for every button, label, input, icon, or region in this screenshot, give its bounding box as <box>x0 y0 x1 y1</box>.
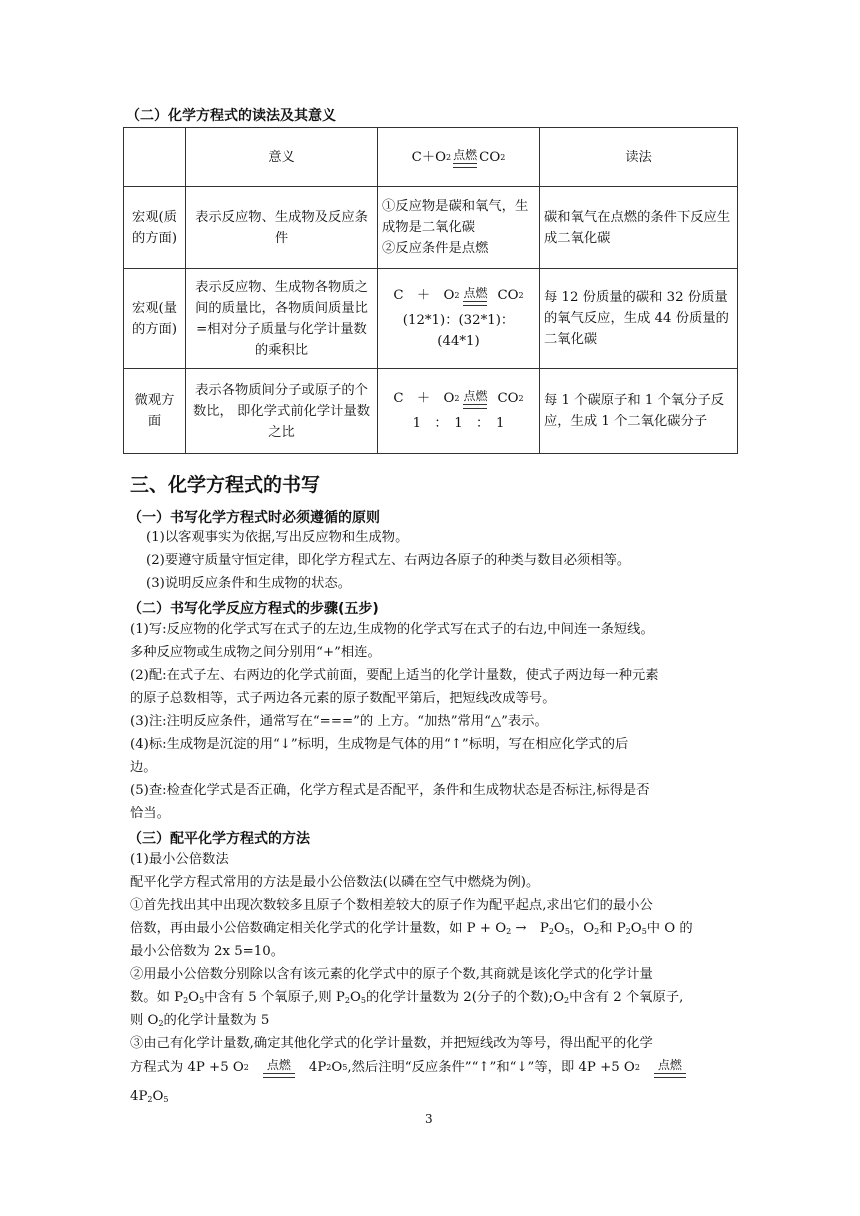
header-cell-meaning: 意义 <box>186 128 378 187</box>
reading-cell: 碳和氧气在点燃的条件下反应生成二氧化碳 <box>540 187 738 269</box>
paragraph-line: 配平化学方程式常用的方法是最小公倍数法(以磷在空气中燃烧为例)。 <box>130 875 540 890</box>
reaction-condition: 点燃 <box>263 1059 295 1078</box>
step-line: 多种反应物或生成物之间分别用“+”相连。 <box>130 645 381 660</box>
eq-right-sub: 2 <box>518 394 524 403</box>
paragraph-line: 倍数，再由最小公倍数确定相关化学式的化学计量数，如 $P + O_2$ → $P_2O_5$，$O_2$和 $P_2O_5$中 O 的 <box>130 921 693 936</box>
balanced-equation-line: 方程式为 4P +5 O 2 点燃 4P 2 O 5 ,然后注明“反应条件”“↑”和“↓”等，即 4P +5 O 2 点燃 <box>130 1058 686 1078</box>
paragraph-line: 数。如 $P_2O_5$中含有 5 个氧原子,则 $P_2O_5$的化学计量数为 2(分子的个数)$;O_2$中含有 2 个氧原子, <box>130 990 684 1005</box>
table-row <box>124 187 738 269</box>
example-line-1: ①反应物是碳和氧气，生成物是二氧化碳 <box>382 199 529 235</box>
equation-cell <box>378 269 540 369</box>
paragraph-line: $4P_2O_5$ <box>130 1089 169 1104</box>
eq-left: C ＋ O <box>393 391 455 406</box>
paragraph-line: ②用最小公倍数分别除以含有该元素的化学式中的原子个数,其商就是该化学式的化学计量 <box>130 967 653 982</box>
reaction-condition: 点燃 <box>463 390 487 409</box>
reading-cell: 每 1 个碳原子和 1 个氧分子反应，生成 1 个二氧化碳分子 <box>540 369 738 454</box>
table-row <box>124 269 738 369</box>
header-cell-empty <box>124 128 186 187</box>
step-line: (2)配:在式子左、右两边的化学式前面，要配上适当的化学计量数，使式子两边每一种元素 <box>130 668 659 683</box>
reaction-condition: 点燃 <box>463 287 487 306</box>
step-line: 恰当。 <box>130 806 170 821</box>
header-cell-reading: 读法 <box>540 128 738 187</box>
method-title: (1)最小公倍数法 <box>130 852 229 867</box>
equation-cell <box>378 369 540 454</box>
reaction-condition: 点燃 <box>453 149 477 168</box>
reading-cell: 每 12 份质量的碳和 32 份质量的氧气反应，生成 44 份质量的二氧化碳 <box>540 269 738 369</box>
eq-sub: 2 <box>454 291 460 300</box>
table-row <box>124 369 738 454</box>
header-cell-equation <box>378 128 540 187</box>
example-line-2: ②反应条件是点燃 <box>382 241 489 256</box>
eq-sub: 2 <box>454 394 460 403</box>
aspect-cell: 微观方面 <box>124 369 186 454</box>
step-line: (4)标:生成物是沉淀的用“↓”标明，生成物是气体的用“↑”标明，写在相应化学式的后 <box>130 737 629 752</box>
aspect-cell: 宏观(质的方面) <box>124 187 186 269</box>
example-cell <box>378 187 540 269</box>
meaning-cell: 表示反应物、生成物及反应条件 <box>186 187 378 269</box>
step-line: 边。 <box>130 760 157 775</box>
equation-meaning-table <box>123 127 738 454</box>
paragraph-line: ③由己有化学计量数,确定其他化学式的化学计量数，并把短线改为等号，得出配平的化学 <box>130 1036 653 1051</box>
principle-item: (2)要遵守质量守恒定律，即化学方程式左、右两边各原子的种类与数目必须相等。 <box>146 553 631 568</box>
aspect-cell: 宏观(量的方面) <box>124 269 186 369</box>
eq-right: CO <box>497 288 519 303</box>
subsection-heading-steps: （二）书写化学反应方程式的步骤(五步) <box>128 601 379 617</box>
step-line: (1)写:反应物的化学式写在式子的左边,生成物的化学式写在式子的右边,中间连一条短线。 <box>130 622 654 637</box>
paragraph-line: 最小公倍数为 2x 5=10。 <box>130 944 285 959</box>
reaction-condition: 点燃 <box>654 1059 686 1078</box>
mass-ratio: (12*1)：(32*1)：(44*1) <box>402 313 515 349</box>
subsection-heading-balancing: （三）配平化学方程式的方法 <box>128 831 310 847</box>
subsection-heading-principles: （一）书写化学方程式时必须遵循的原则 <box>128 510 380 526</box>
page-number: 3 <box>425 1112 433 1126</box>
step-line: 的原子总数相等，式子两边各元素的原子数配平第后，把短线改成等号。 <box>130 691 556 706</box>
eq-right-sub: 2 <box>500 152 506 162</box>
eq-sub: 2 <box>446 152 452 162</box>
paragraph-line: 则 $O_2$的化学计量数为 5 <box>130 1013 270 1028</box>
paragraph-line: ①首先找出其中出现次数较多且原子个数相差较大的原子作为配平起点,求出它们的最小公 <box>130 898 653 913</box>
eq-right: CO <box>479 149 501 165</box>
count-ratio: 1 ： 1 ： 1 <box>412 416 505 431</box>
step-line: (3)注:注明反应条件，通常写在“===”的 上方。“加热”常用“△”表示。 <box>130 714 548 729</box>
eq-left: C＋O <box>411 149 447 165</box>
section-heading-reading-meaning: （二）化学方程式的读法及其意义 <box>126 108 336 124</box>
eq-right: CO <box>497 391 519 406</box>
principle-item: (3)说明反应条件和生成物的状态。 <box>146 576 351 591</box>
meaning-cell: 表示反应物、生成物各物质之间的质量比，各物质间质量比=相对分子质量与化学计量数的乘积比 <box>186 269 378 369</box>
step-line: (5)查:检查化学式是否正确，化学方程式是否配平，条件和生成物状态是否标注,标得是否 <box>130 783 650 798</box>
meaning-cell: 表示各物质间分子或原子的个数比， 即化学式前化学计量数之比 <box>186 369 378 454</box>
table-header-row <box>124 128 738 187</box>
chapter-heading-writing-equations: 三、化学方程式的书写 <box>130 474 321 496</box>
eq-right-sub: 2 <box>518 291 524 300</box>
principle-item: (1)以客观事实为依据,写出反应物和生成物。 <box>146 530 409 545</box>
eq-left: C ＋ O <box>393 288 455 303</box>
